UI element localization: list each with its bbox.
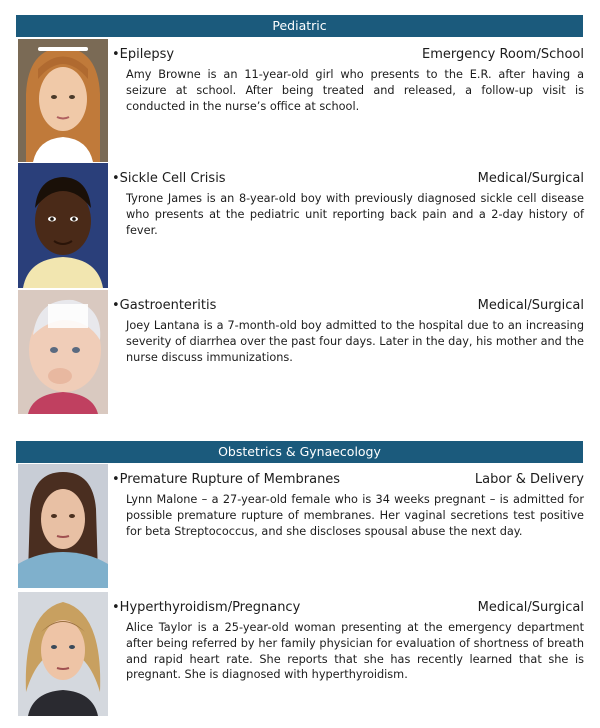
case-hyperthyroidism-pregnancy (18, 592, 584, 716)
patient-photo (18, 39, 108, 162)
patient-photo (18, 592, 108, 716)
section-header-obstetrics-gynaecology: Obstetrics & Gynaecology (16, 441, 583, 463)
case-description: Tyrone James is an 8-year-old boy with previously diagnosed sickle cell disease who presents at the pediatric unit reporting back pain and a 2-day history of fever. (126, 192, 584, 237)
case-title: •Epilepsy (112, 47, 175, 62)
case-sickle-cell-crisis (18, 163, 584, 288)
patient-photo (18, 290, 108, 414)
case-premature-rupture-of-membranes (18, 464, 584, 588)
patient-photo (18, 163, 108, 288)
case-gastroenteritis (18, 290, 584, 414)
case-setting: Medical/Surgical (477, 298, 584, 313)
case-description: Joey Lantana is a 7-month-old boy admitted to the hospital due to an increasing severity of diarrhea over the past four days. Later in the day, his mother and the nurse discuss immunizations. (126, 319, 584, 364)
case-epilepsy (18, 39, 584, 162)
patient-photo (18, 464, 108, 588)
case-title: •Premature Rupture of Membranes (112, 472, 341, 487)
case-description: Alice Taylor is a 25-year-old woman presenting at the emergency department after being referred by her family physician for evaluation of shortness of breath and rapid heart rate. She reports that she has recently learned that she is pregnant. She is diagnosed with hyperthyroidism. (126, 621, 584, 682)
case-title: •Gastroenteritis (112, 298, 217, 313)
case-title: •Hyperthyroidism/Pregnancy (112, 600, 301, 615)
case-title: •Sickle Cell Crisis (112, 171, 226, 186)
case-description: Lynn Malone – a 27-year-old female who is 34 weeks pregnant – is admitted for possible premature rupture of membranes. Her vaginal secretions test positive for beta Streptococcus, and she discloses spousal abuse the next day. (126, 493, 584, 538)
case-description: Amy Browne is an 11-year-old girl who presents to the E.R. after having a seizure at school. After being treated and released, a follow-up visit is conducted in the nurse’s office at school. (126, 68, 584, 113)
case-setting: Labor & Delivery (474, 472, 584, 487)
section-header-pediatric: Pediatric (16, 15, 583, 37)
case-setting: Medical/Surgical (477, 600, 584, 615)
case-setting: Emergency Room/School (421, 47, 584, 62)
case-setting: Medical/Surgical (477, 171, 584, 186)
